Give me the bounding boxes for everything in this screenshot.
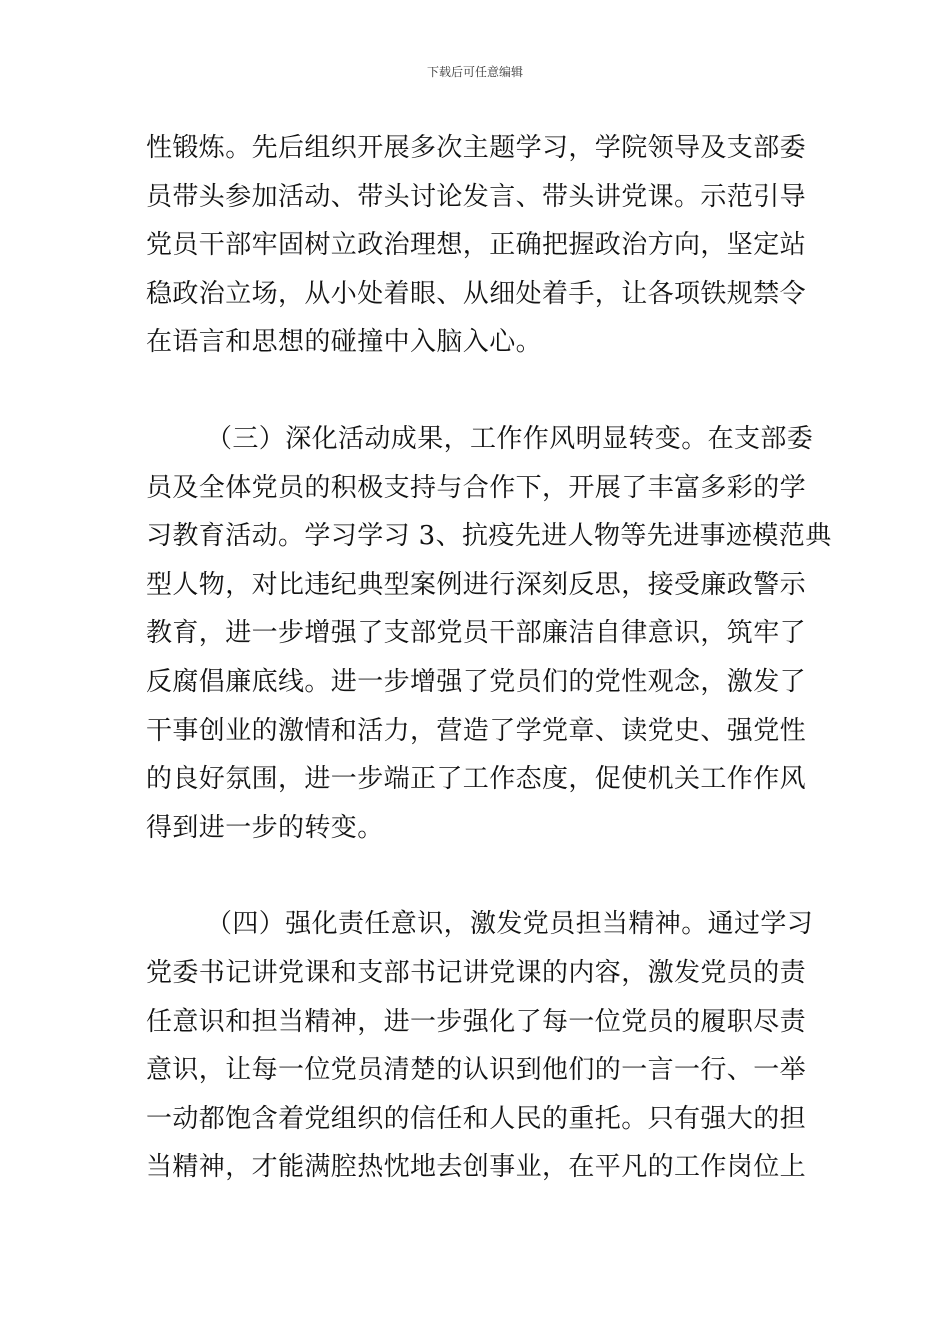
text-line: 型人物，对比违纪典型案例进行深刻反思，接受廉政警示 [146, 569, 807, 600]
text-line: 在语言和思想的碰撞中入脑入心。 [146, 327, 543, 358]
text-line: 稳政治立场，从小处着眼、从细处着手，让各项铁规禁令 [146, 278, 807, 309]
text-line: 一动都饱含着党组织的信任和人民的重托。只有强大的担 [146, 1103, 807, 1134]
paragraph-gap [146, 367, 810, 415]
document-body [146, 124, 832, 1192]
text-line: 当精神，才能满腔热忱地去创事业，在平凡的工作岗位上 [146, 1152, 807, 1183]
text-line: 党委书记讲党课和支部书记讲党课的内容，激发党员的责 [146, 957, 807, 988]
text-line: 得到进一步的转变。 [146, 812, 384, 843]
paragraph-2 [146, 415, 832, 852]
page-header-note: 下载后可任意编辑 [426, 65, 523, 79]
text-line: 意识，让每一位党员清楚的认识到他们的一言一行、一举 [146, 1055, 807, 1086]
text-line: 员带头参加活动、带头讨论发言、带头讲党课。示范引导 [146, 181, 807, 212]
text-line: 党员干部牢固树立政治理想，正确把握政治方向，坚定站 [146, 230, 807, 261]
paragraph-3 [146, 900, 814, 1192]
text-line: 教育，进一步增强了支部党员干部廉洁自律意识，筑牢了 [146, 618, 807, 649]
text-line: 习教育活动。学习学习 3、抗疫先进人物等先进事迹模范典 [146, 521, 832, 552]
text-line: 员及全体党员的积极支持与合作下，开展了丰富多彩的学 [146, 472, 807, 503]
paragraph-1 [146, 124, 810, 367]
paragraph-gap [146, 852, 810, 900]
text-line: 反腐倡廉底线。进一步增强了党员们的党性观念，激发了 [146, 666, 807, 697]
text-line: 任意识和担当精神，进一步强化了每一位党员的履职尽责 [146, 1006, 807, 1037]
text-line: 性锻炼。先后组织开展多次主题学习，学院领导及支部委 [146, 133, 807, 163]
text-line-indented: （三）深化活动成果，工作作风明显转变。在支部委 [206, 423, 814, 454]
text-line-indented: （四）强化责任意识，激发党员担当精神。通过学习 [206, 909, 814, 940]
text-line: 干事创业的激情和活力，营造了学党章、读党史、强党性 [146, 715, 807, 746]
text-line: 的良好氛围，进一步端正了工作态度，促使机关工作作风 [146, 764, 807, 795]
